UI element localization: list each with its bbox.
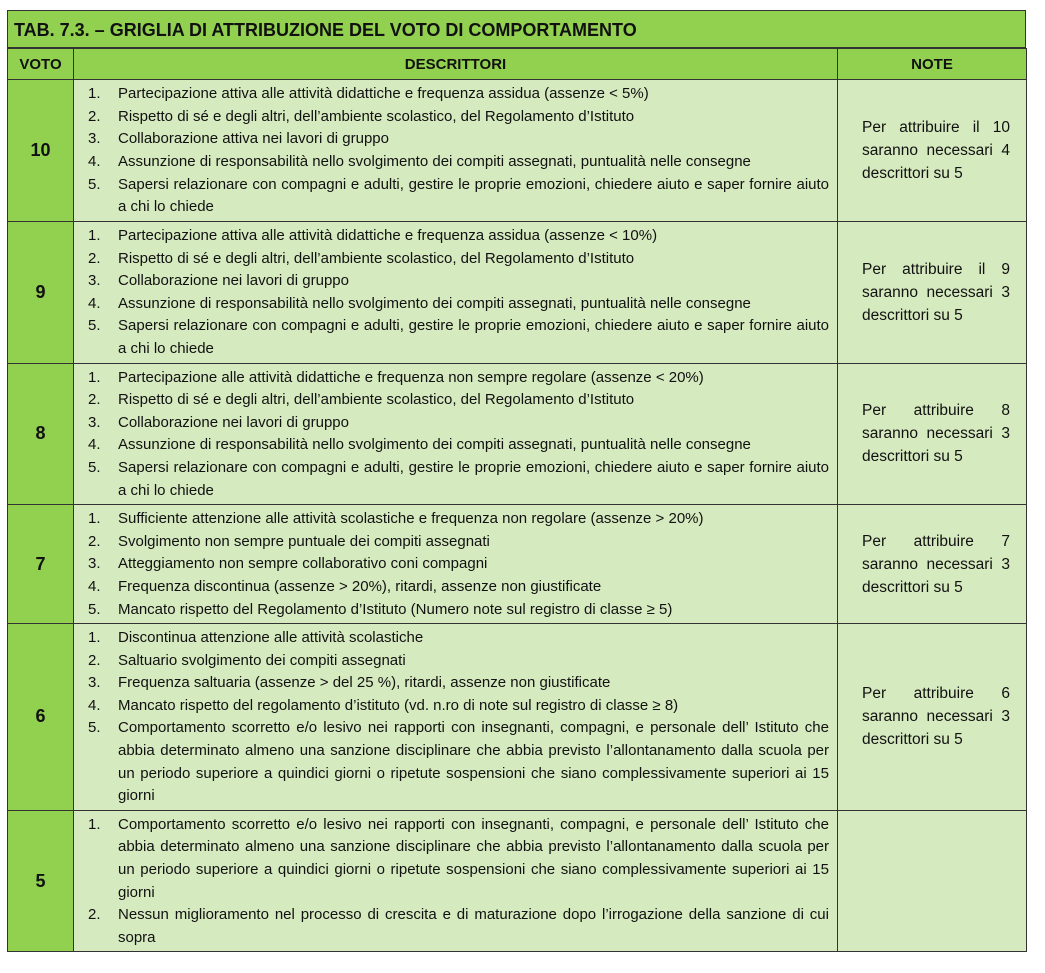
- descriptor-text: Partecipazione attiva alle attività didattiche e frequenza assidua (assenze < 10%): [118, 227, 658, 244]
- descriptor-item: [74, 717, 829, 807]
- descriptor-number: 4.: [88, 294, 101, 312]
- descriptor-list: [74, 505, 837, 623]
- descriptor-list: [74, 624, 837, 810]
- descriptor-text: Mancato rispetto del regolamento d’istituto (vd. n.ro di note sul registro di classe ≥ 8): [118, 696, 679, 714]
- descriptor-item: [74, 389, 829, 412]
- descriptor-number: 1.: [88, 368, 101, 386]
- descriptor-number: 2.: [88, 532, 101, 550]
- descriptor-item: [74, 814, 829, 904]
- descriptor-item: [74, 531, 829, 554]
- table-row: [8, 624, 1027, 811]
- descriptor-text: Mancato rispetto del Regolamento d’Istituto (Numero note sul registro di classe ≥ 5): [118, 600, 673, 618]
- descriptor-number: 4.: [88, 577, 101, 595]
- note-cell: [838, 810, 1027, 952]
- grade-cell: 7: [8, 505, 74, 624]
- descriptor-item: [74, 576, 829, 599]
- note-cell: Per attribuire 7 saranno necessari 3 descrittori su 5: [838, 505, 1027, 624]
- descriptor-text: Rispetto di sé e degli altri, dell’ambiente scolastico, del Regolamento d’Istituto: [118, 107, 635, 125]
- descriptor-text: Nessun miglioramento nel processo di crescita e di maturazione dopo l’irrogazione della sanzione di cui sopra: [118, 906, 829, 946]
- descriptors-cell: [74, 80, 838, 222]
- note-cell: Per attribuire il 10 saranno necessari 4 descrittori su 5: [838, 80, 1027, 222]
- descriptor-item: [74, 650, 829, 673]
- header-note: NOTE: [838, 49, 1027, 80]
- descriptor-item: [74, 599, 829, 622]
- descriptor-number: 3.: [88, 130, 101, 148]
- header-row: [8, 49, 1027, 80]
- descriptor-number: 1.: [88, 227, 101, 244]
- descriptor-number: 3.: [88, 413, 101, 431]
- descriptor-item: [74, 904, 829, 949]
- descriptor-text: Comportamento scorretto e/o lesivo nei rapporti con insegnanti, compagni, e personale dell’ Istituto che abbia determinato almeno una sanzione disciplinare che abbia previsto l’allontanamento dalla scuola per un periodo superiore a quindici giorni o ripetute sospensioni che siano complessivamente superiori ai 15 giorni: [118, 719, 829, 805]
- descriptor-text: Sapersi relazionare con compagni e adulti, gestire le proprie emozioni, chiedere aiuto e saper fornire aiuto a chi lo chiede: [118, 458, 829, 499]
- descriptor-number: 2.: [88, 906, 101, 924]
- descriptor-text: Assunzione di responsabilità nello svolgimento dei compiti assegnati, puntualità nelle consegne: [118, 294, 751, 312]
- descriptor-item: [74, 672, 829, 695]
- descriptor-item: [74, 293, 829, 316]
- descriptor-number: 3.: [88, 555, 101, 573]
- descriptor-item: [74, 695, 829, 718]
- table-row: [8, 505, 1027, 624]
- descriptor-text: Collaborazione nei lavori di gruppo: [118, 272, 349, 290]
- descriptor-text: Atteggiamento non sempre collaborativo coni compagni: [118, 555, 488, 573]
- descriptor-number: 1.: [88, 629, 101, 647]
- grade-cell: 6: [8, 624, 74, 811]
- descriptor-number: 5.: [88, 458, 101, 476]
- descriptor-item: [74, 434, 829, 457]
- descriptor-item: [74, 508, 829, 531]
- table-row: [8, 80, 1027, 222]
- header-voto: VOTO: [8, 49, 74, 80]
- note-cell: Per attribuire il 9 saranno necessari 3 descrittori su 5: [838, 222, 1027, 364]
- descriptor-item: [74, 367, 829, 390]
- descriptor-text: Assunzione di responsabilità nello svolgimento dei compiti assegnati, puntualità nelle consegne: [118, 436, 751, 454]
- descriptor-number: 2.: [88, 391, 101, 409]
- descriptor-item: [74, 248, 829, 271]
- behavior-grade-table: [7, 48, 1027, 952]
- descriptor-item: [74, 270, 829, 293]
- descriptor-text: Frequenza discontinua (assenze > 20%), ritardi, assenze non giustificate: [118, 577, 602, 595]
- descriptor-text: Collaborazione attiva nei lavori di gruppo: [118, 130, 389, 148]
- descriptor-text: Partecipazione alle attività didattiche e frequenza non sempre regolare (assenze < 20%): [118, 368, 704, 386]
- descriptor-list: [74, 80, 837, 221]
- descriptor-number: 2.: [88, 651, 101, 669]
- document-table-container: [7, 10, 1026, 952]
- header-descrittori: DESCRITTORI: [74, 49, 838, 80]
- descriptor-number: 4.: [88, 436, 101, 454]
- descriptor-text: Sapersi relazionare con compagni e adulti, gestire le proprie emozioni, chiedere aiuto e saper fornire aiuto a chi lo chiede: [118, 175, 829, 216]
- descriptor-item: [74, 412, 829, 435]
- descriptors-cell: [74, 222, 838, 364]
- descriptor-item: [74, 225, 829, 248]
- descriptor-text: Partecipazione attiva alle attività didattiche e frequenza assidua (assenze < 5%): [118, 85, 649, 103]
- descriptor-text: Rispetto di sé e degli altri, dell’ambiente scolastico, del Regolamento d’Istituto: [118, 249, 635, 267]
- descriptor-number: 3.: [88, 272, 101, 290]
- descriptor-number: 1.: [88, 815, 101, 833]
- descriptor-text: Assunzione di responsabilità nello svolgimento dei compiti assegnati, puntualità nelle consegne: [118, 153, 751, 170]
- note-cell: Per attribuire 8 saranno necessari 3 descrittori su 5: [838, 363, 1027, 505]
- descriptor-text: Frequenza saltuaria (assenze > del 25 %), ritardi, assenze non giustificate: [118, 674, 611, 692]
- descriptor-number: 5.: [88, 600, 101, 618]
- table-row: [8, 363, 1027, 505]
- descriptor-list: [74, 364, 837, 505]
- descriptor-text: Saltuario svolgimento dei compiti assegnati: [118, 651, 406, 669]
- descriptor-text: Rispetto di sé e degli altri, dell’ambiente scolastico, del Regolamento d’Istituto: [118, 391, 635, 409]
- grade-cell: 5: [8, 810, 74, 952]
- descriptor-number: 4.: [88, 696, 101, 714]
- descriptor-number: 5.: [88, 175, 101, 193]
- table-title: TAB. 7.3. – GRIGLIA DI ATTRIBUZIONE DEL VOTO DI COMPORTAMENTO: [7, 10, 1026, 48]
- descriptor-number: 4.: [88, 153, 101, 170]
- descriptors-cell: [74, 624, 838, 811]
- descriptor-text: Sapersi relazionare con compagni e adulti, gestire le proprie emozioni, chiedere aiuto e saper fornire aiuto a chi lo chiede: [118, 317, 829, 357]
- descriptor-item: [74, 83, 829, 106]
- descriptors-cell: [74, 505, 838, 624]
- grade-cell: 9: [8, 222, 74, 364]
- descriptor-item: [74, 174, 829, 219]
- descriptor-number: 5.: [88, 317, 101, 335]
- descriptors-cell: [74, 810, 838, 952]
- descriptor-text: Collaborazione nei lavori di gruppo: [118, 413, 349, 431]
- descriptor-text: Sufficiente attenzione alle attività scolastiche e frequenza non regolare (assenze > 20%): [118, 510, 704, 528]
- descriptor-number: 3.: [88, 674, 101, 692]
- descriptor-item: [74, 553, 829, 576]
- descriptor-item: [74, 151, 829, 174]
- table-row: [8, 222, 1027, 364]
- descriptor-number: 2.: [88, 249, 101, 267]
- descriptor-list: [74, 222, 837, 363]
- descriptor-number: 5.: [88, 719, 101, 737]
- descriptor-item: [74, 457, 829, 502]
- descriptor-number: 1.: [88, 510, 101, 528]
- descriptor-text: Discontinua attenzione alle attività scolastiche: [118, 629, 424, 647]
- table-row: [8, 810, 1027, 952]
- note-cell: Per attribuire 6 saranno necessari 3 descrittori su 5: [838, 624, 1027, 811]
- descriptors-cell: [74, 363, 838, 505]
- grade-cell: 10: [8, 80, 74, 222]
- descriptor-item: [74, 128, 829, 151]
- descriptor-item: [74, 627, 829, 650]
- descriptor-item: [74, 315, 829, 360]
- descriptor-item: [74, 106, 829, 129]
- descriptor-text: Comportamento scorretto e/o lesivo nei rapporti con insegnanti, compagni, e personale dell’ Istituto che abbia determinato almeno una sanzione disciplinare che abbia previsto l’allontanamento dalla scuola per un periodo superiore a quindici giorni o ripetute sospensioni che siano complessivamente superiori ai 15 giorni: [118, 815, 829, 901]
- grade-cell: 8: [8, 363, 74, 505]
- descriptor-number: 2.: [88, 107, 101, 125]
- descriptor-list: [74, 811, 837, 952]
- descriptor-number: 1.: [88, 85, 101, 103]
- descriptor-text: Svolgimento non sempre puntuale dei compiti assegnati: [118, 532, 490, 550]
